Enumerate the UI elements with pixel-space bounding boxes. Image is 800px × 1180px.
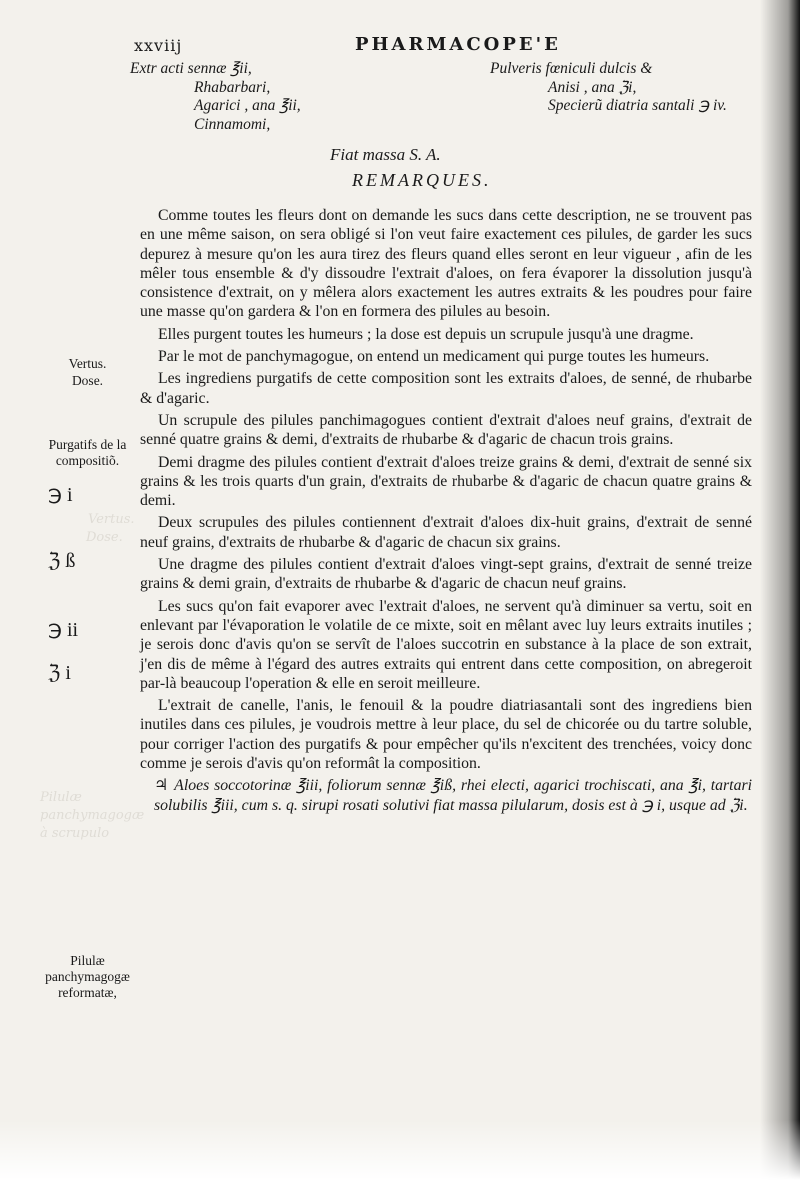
recipe-right-column: [490, 60, 790, 116]
paragraph: Une dragme des pilules contient d'extrait d'aloes vingt-sept grains, d'extrait de senné treize grains & demi grain, d'extraits de rhubarbe & d'agaric de chacun neuf grains.: [140, 556, 752, 593]
recipe-line: Agarici , ana ℥ii,: [194, 97, 301, 114]
bleed-text: Pilulæ: [40, 790, 82, 805]
paragraph: Par le mot de panchymagogue, on entend un medicament qui purge toutes les humeurs.: [158, 348, 710, 366]
reformed-recipe: [140, 776, 752, 815]
fiat-line: Fiat massa S. A.: [330, 145, 441, 164]
page-bottom-fade: [0, 1120, 800, 1180]
jupiter-recipe-icon: ♃: [154, 777, 169, 795]
bleed-text: panchymagogæ: [40, 808, 145, 823]
recipe-line: Rhabarbari,: [194, 78, 271, 96]
recipe-line: Anisi , ana ℨi,: [548, 78, 637, 96]
recipe-line: Pulveris fœniculi dulcis &: [490, 60, 653, 77]
recipe-left-column: [130, 60, 460, 134]
page-number: xxviij: [134, 36, 183, 55]
paragraph: Elles purgent toutes les humeurs ; la dose est depuis un scrupule jusqu'à une dragme.: [158, 325, 694, 343]
page-edge-shadow: [760, 0, 800, 1180]
margin-note-vertus: Vertus.: [68, 356, 107, 371]
paragraph: Demi dragme des pilules contient d'extrait d'aloes treize grains & demi, d'extrait de senné six grains & les trois quarts d'un grain, d'extraits de rhubarbe & d'agaric de chacun quatre grains & demi.: [140, 453, 752, 510]
section-heading: REMARQUES.: [352, 170, 492, 190]
bleed-text: à scrupulo: [40, 826, 110, 841]
paragraph: Deux scrupules des pilules contiennent d'extrait d'aloes dix-huit grains, d'extrait de senné neuf grains, d'extraits de rhubarbe & d'agaric de chacun six grains.: [140, 514, 752, 551]
margin-note-purgatifs: Purgatifs de la compositiõ.: [48, 437, 127, 468]
remarks-body: [140, 206, 752, 818]
bleed-text: Vertus.: [88, 512, 135, 527]
margin-dose-half-drachm: ℨ ß: [48, 550, 76, 572]
margin-dose-two-scruples: ℈ ii: [48, 619, 79, 641]
reformed-recipe-text: Aloes soccotorinæ ℥iii, foliorum sennæ ℥iß, rhei electi, agarici trochiscati, ana ℥i, tartari solubilis ℥iii, cum s. q. sirupi rosati solutivi fiat massa pilularum, dosis est à ℈ i, usque ad ℨi.: [154, 777, 752, 814]
recipe-line: Specierũ diatria santali ℈ iv.: [548, 97, 727, 114]
margin-note-dose: Dose.: [71, 373, 104, 388]
margin-dose-scruple: ℈ i: [48, 484, 73, 506]
margin-note-pilulae: Pilulæ panchymagogæ reformatæ,: [45, 953, 130, 1000]
paragraph: L'extrait de canelle, l'anis, le fenouil & la poudre diatriasantali sont des ingrediens bien inutiles dans ces pilules, je voudrois mettre à leur place, du sel de chicorée ou du tartre soluble, pour corriger l'action des purgatifs & pour empêcher qu'ils n'excitent des trenchées, voicy donc comme je serois d'avis qu'on reformât la composition.: [140, 697, 752, 773]
paragraph: Comme toutes les fleurs dont on demande les sucs dans cette description, ne se trouvent pas en une même saison, on sera obligé si l'on veut faire exactement ces pilules, de garder les sucs depurez à mesure qu'on les aura tirez des fleurs quand elles seront en leur vigueur , afin de les mêler tous ensemble & d'y dissoudre l'extrait d'aloes, on fera évaporer la dissolution jusqu'à consistence d'extrait, on y mêlera alors exactement les autres extraits & les poudres pour faire une masse qu'on gardera & l'on en formera des pilules au besoin.: [140, 207, 752, 321]
recipe-line: Extr acti sennæ ℥ii,: [130, 60, 252, 77]
paragraph: Un scrupule des pilules panchimagogues contient d'extrait d'aloes neuf grains, d'extrait de senné quatre grains & demi, d'extraits de rhubarbe & d'agaric de chacun trois grains.: [140, 411, 752, 449]
paragraph: Les ingrediens purgatifs de cette composition sont les extraits d'aloes, de senné, de rhubarbe & d'agaric.: [140, 370, 752, 407]
paragraph: Les sucs qu'on fait evaporer avec l'extrait d'aloes, ne servent qu'à diminuer sa vertu, soit en enlevant par l'évaporation le volatile de ce mixte, soit en mêlant avec luy leurs extraits inutiles ; je serois donc d'avis qu'on se servît de l'aloes succotrin en substance à la place de son extrait, j'en dis de même à l'égard des autres extraits qui entrent dans cette composition, on abregeroit par-là beaucoup l'operation & elle en seroit meilleure.: [140, 597, 752, 692]
recipe-line: Cinnamomi,: [194, 115, 271, 133]
bleed-text: Dose.: [86, 530, 123, 545]
running-head: PHARMACOPE'E: [355, 34, 561, 55]
margin-dose-drachm: ℨ i: [48, 662, 71, 684]
